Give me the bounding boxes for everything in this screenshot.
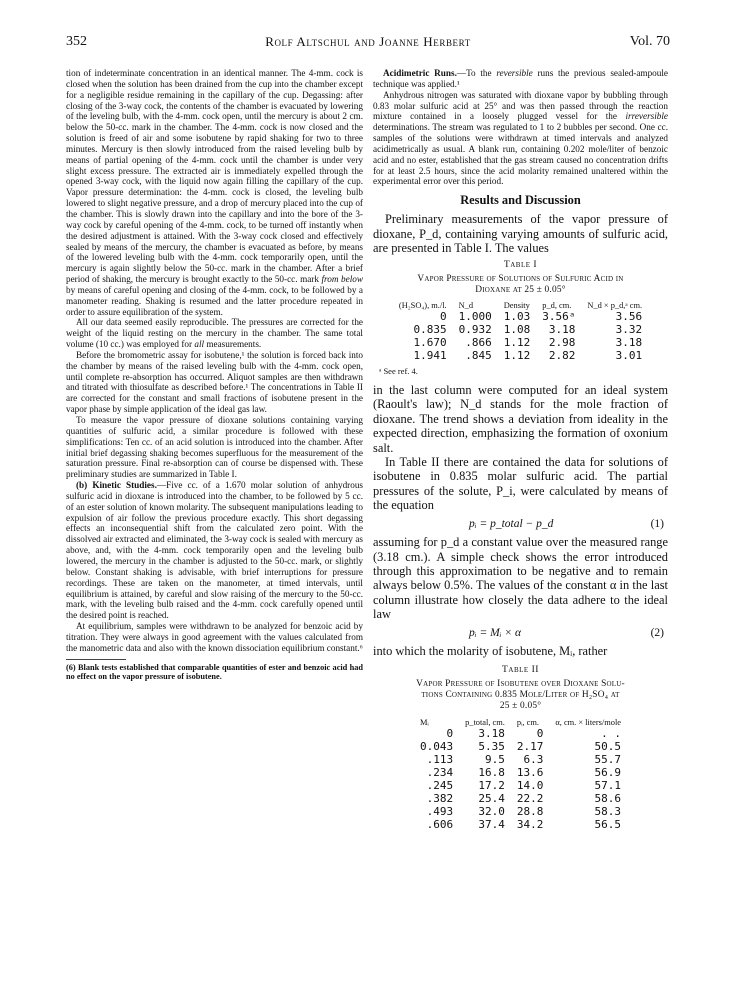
table2-cell: 56.5 bbox=[594, 818, 622, 832]
table2-cell: 32.0 bbox=[478, 805, 505, 819]
table2-label: Table II bbox=[502, 664, 539, 676]
page-number: 352 bbox=[66, 34, 87, 49]
table2-cell: 14.0 bbox=[516, 779, 544, 793]
table2-cell: 57.1 bbox=[594, 779, 622, 793]
left-paragraph-3: Before the bromometric assay for isobutene,¹ the solution is forced back into the chamber by means of the raised leveling bulb with the 4-mm. cock open, until complete re-absorption has occurred. Aliquot samples are then withdrawn and titrated with thiosulfate as described before.¹ The concentrations in Table II are corrected for the constant and small fractions of isobutene present in the vapor phase by simple application of the ideal gas law. bbox=[66, 349, 363, 415]
table2-title-line3: 25 ± 0.05° bbox=[499, 701, 542, 712]
table1-col-5: N_d × p_d,ᵃ cm. bbox=[587, 301, 643, 311]
table2-cell: 13.6 bbox=[516, 766, 544, 780]
table1-col-2: N_d bbox=[458, 301, 474, 311]
table2-cell: 16.8 bbox=[478, 766, 505, 780]
equation-2-number: (2) bbox=[650, 626, 664, 639]
table2-title-line1: Vapor Pressure of Isobutene over Dioxane Solu- bbox=[416, 679, 625, 690]
table1-title-line1: Vapor Pressure of Solutions of Sulfuric Acid in bbox=[417, 274, 624, 285]
table1 bbox=[393, 301, 648, 362]
table2-cell: 22.2 bbox=[516, 792, 544, 806]
table1-cell: 1.941 bbox=[413, 349, 447, 363]
table2-cell: 17.2 bbox=[478, 779, 505, 793]
footnote-6: (6) Blank tests established that comparable quantities of ester and benzoic acid had no effect on the vapor pressure of isobutene. bbox=[66, 662, 363, 682]
table-row bbox=[414, 779, 627, 792]
table1-header-row bbox=[393, 301, 648, 310]
table1-cell: 1.12 bbox=[503, 349, 531, 363]
table-row bbox=[393, 323, 648, 336]
table1-footnote: ᵃ See ref. 4. bbox=[379, 366, 418, 377]
right-p1-b: runs the previous sealed-ampoule technique was applied.¹ bbox=[373, 68, 668, 89]
equation-1-expr: pᵢ = p_total − p_d bbox=[469, 517, 554, 530]
results-paragraph-1: Preliminary measurements of the vapor pressure of dioxane, P_d, containing varying amounts of sulfuric acid, are presented in Table I. The values bbox=[373, 212, 668, 255]
table2-cell: 50.5 bbox=[594, 740, 622, 754]
table1-cell: 3.18 bbox=[548, 323, 576, 337]
table2-title-line2: tions Containing 0.835 Mole/Liter of H₂SO₄ at bbox=[421, 690, 620, 701]
table2 bbox=[414, 718, 627, 831]
equation-2-expr: pᵢ = Mᵢ × α bbox=[469, 626, 522, 639]
left-paragraph-2 bbox=[66, 317, 363, 350]
table2-col-2: p_total, cm. bbox=[465, 718, 505, 728]
table2-cell: . . bbox=[601, 727, 622, 741]
table-row bbox=[393, 310, 648, 323]
left-p1-text: tion of indeterminate concentration in an identical manner. The 4-mm. cock is closed when the solution has been drained from the cup into the chamber except for a negligible residue remaining in the capillary of the cup. Degassing: after closing of the 3-way cock, the contents of the chamber is evacuated by lowering of the leveling bulb, with the 4-mm. cock open, until the mercury is about 2 cm. below the 50-cc. mark in the chamber. The 4-mm. cock is now closed and the solution is freed of air and some isobutene by rapid shaking for two to three minutes. Mercury is then slowly introduced from the raised leveling bulb by means of partial opening of the 4-mm. cock until the chamber is under very slight excess pressure. The extracted air is immediately expelled through the opened 3-way cock, with the liquid now again filling the capillary of the cup. Vapor pressure determination: the 4-mm. cock is closed, the leveling bulb lowered to slight negative pressure, and a drop of mercury placed into the cup of the chamber. This is slowly drawn into the capillary and into the bore of the 3-way cock by careful opening of the 4-mm. cock, to be turned off instantly when the desired adjustment is attained. With the 3-way cock closed and effectively sealed by means of the mercury, the chamber is evacuated as before, by means of the lowered leveling bulb with the 4-mm. cock temporarily open, until the mercury is again slightly below the 50-cc. mark in the chamber. After a brief period of shaking, the mercury is brought exactly to the 50-cc. mark bbox=[66, 68, 363, 285]
table-row bbox=[414, 740, 627, 753]
table2-cell: 37.4 bbox=[478, 818, 505, 832]
table2-col-4: α, cm. × liters/mole bbox=[555, 718, 622, 728]
right-p1-italic: reversible bbox=[496, 68, 533, 78]
table1-cell: 1.000 bbox=[458, 310, 492, 324]
results-paragraph-4: assuming for p_d a constant value over the measured range (3.18 cm.). A simple check shows the error introduced through this approximation to be negative and to remain always below 0.5%. The values of the constant α in the last column illustrate how closely the data adhere to the ideal law bbox=[373, 535, 668, 622]
table1-cell: 3.56ᵃ bbox=[542, 310, 576, 324]
table1-cell: 0 bbox=[440, 310, 447, 324]
table2-cell: 58.6 bbox=[594, 792, 622, 806]
table1-cell: 2.82 bbox=[548, 349, 576, 363]
table-row bbox=[393, 336, 648, 349]
left-paragraph-4: To measure the vapor pressure of dioxane solutions containing varying quantities of sulfuric acid, a similar procedure is followed with these simplifications: Ten cc. of an acid solution is introduced into the chamber. After initial brief degassing shaking becomes superfluous for the measurement of the saturation pressure. Final re-absorption can of course be dispensed with. These preliminary studies are summarized in Table I. bbox=[66, 415, 363, 480]
results-paragraph-2: in the last column were computed for an ideal system (Raoult's law); N_d stands for the mole fraction of dioxane. The trend shows a deviation from ideality in the expected direction, emphasizing the formation of oxonium salt. bbox=[373, 383, 668, 455]
acidimetric-runs-heading: Acidimetric Runs. bbox=[383, 68, 457, 78]
table2-cell: 2.17 bbox=[516, 740, 544, 754]
table2-cell: 6.3 bbox=[523, 753, 544, 767]
running-title: Rolf Altschul and Joanne Herbert bbox=[265, 34, 471, 49]
table1-title-line2: Dioxane at 25 ± 0.05° bbox=[475, 285, 566, 296]
footnote-divider bbox=[66, 659, 126, 660]
table-row bbox=[414, 792, 627, 805]
results-paragraph-3: In Table II there are contained the data for solutions of isobutene in 0.835 molar sulfuric acid. The partial pressures of the solute, P_i, were calculated by means of the equation bbox=[373, 455, 668, 513]
results-text-2 bbox=[373, 383, 668, 658]
table2-cell: 58.3 bbox=[594, 805, 622, 819]
right-p2-italic: irreversible bbox=[625, 111, 668, 122]
table1-cell: 2.98 bbox=[548, 336, 576, 350]
table1-cell: .866 bbox=[465, 336, 492, 350]
table-row bbox=[414, 818, 627, 831]
table1-cell: 1.12 bbox=[503, 336, 531, 350]
left-paragraph-6: At equilibrium, samples were withdrawn to be analyzed for benzoic acid by titration. They were always in good agreement with the values calculated from the manometric data and also with the known dissociation equilibrium constant.⁶ bbox=[66, 621, 363, 653]
left-p2-italic: all bbox=[194, 339, 205, 350]
volume-label: Vol. 70 bbox=[629, 34, 670, 49]
right-p1-a: —To the bbox=[456, 68, 497, 78]
table1-cell: 1.670 bbox=[413, 336, 447, 350]
table1-label: Table I bbox=[503, 259, 538, 271]
equation-1 bbox=[373, 513, 668, 535]
section-heading: Results and Discussion bbox=[460, 193, 581, 208]
table2-cell: .245 bbox=[426, 779, 454, 793]
right-paragraph-2 bbox=[373, 90, 668, 188]
right-paragraph-1 bbox=[373, 68, 668, 90]
table1-cell: 1.08 bbox=[503, 323, 531, 337]
table2-cell: 28.8 bbox=[516, 805, 544, 819]
right-column bbox=[373, 68, 668, 831]
table2-cell: 3.18 bbox=[478, 727, 505, 741]
table2-cell: 5.35 bbox=[478, 740, 505, 754]
table1-cell: 3.18 bbox=[615, 336, 643, 350]
table2-cell: 55.7 bbox=[594, 753, 622, 767]
table-row bbox=[414, 766, 627, 779]
table2-header-row bbox=[414, 718, 627, 727]
table-row bbox=[414, 805, 627, 818]
left-paragraph-1 bbox=[66, 68, 363, 317]
table1-col-4: p_d, cm. bbox=[542, 301, 572, 311]
table-row bbox=[414, 753, 627, 766]
table1-col-1: (H₂SO₄), m./l. bbox=[398, 301, 447, 311]
left-p5-text: —Five cc. of a 1.670 molar solution of anhydrous sulfuric acid in dioxane is introduced into the chamber, to be followed by 5 cc. of an ester solution of known molarity. The subsequent manipulations leading to expulsion of air follow the previous procedure exactly. This short degassing effects an inconsequential shift from the calculated zero point. With the dissolved air extracted and eliminated, the 3-way cock is sealed with mercury as above, and, with the 4-mm. cock temporarily open and the leveling bulb lowered, the mercury in the chamber is adjusted to the 50-cc. mark, or slightly below. Constant shaking is advisable, with brief interruptions for pressure recordings. These are taken on the manometer, at timed intervals, until equilibrium is attained, by careful and slow raising of the mercury to the 50-cc. mark, with the leveling bulb raised and the 4-mm. cock carefully opened until the desired point is reached. bbox=[66, 480, 363, 621]
left-p2-b: measurements. bbox=[204, 339, 262, 350]
table2-cell: .493 bbox=[426, 805, 454, 819]
table1-cell: 3.01 bbox=[615, 349, 643, 363]
table1-cell: 0.932 bbox=[458, 323, 492, 337]
table2-cell: .606 bbox=[426, 818, 454, 832]
table1-cell: .845 bbox=[465, 349, 492, 363]
table1-cell: 0.835 bbox=[413, 323, 447, 337]
equation-1-number: (1) bbox=[650, 517, 664, 530]
table2-cell: 0 bbox=[536, 727, 544, 741]
kinetic-studies-heading: (b) Kinetic Studies. bbox=[76, 480, 157, 491]
left-p1-italic: from below bbox=[321, 274, 363, 285]
table2-cell: .113 bbox=[426, 753, 454, 767]
page-header bbox=[66, 34, 670, 54]
table2-cell: 0 bbox=[446, 727, 454, 741]
right-p2-a: Anhydrous nitrogen was saturated with dioxane vapor by bubbling through 0.83 molar sulfuric acid at 25° and was then passed through the reaction mixture contained in a loosely plugged vessel for the bbox=[373, 89, 668, 122]
table2-cell: .234 bbox=[426, 766, 454, 780]
table1-cell: 3.56 bbox=[615, 310, 643, 324]
results-text-1 bbox=[373, 212, 668, 255]
table2-cell: 0.043 bbox=[419, 740, 454, 754]
table2-col-3: pᵢ, cm. bbox=[516, 718, 539, 728]
table1-cell: 3.32 bbox=[615, 323, 643, 337]
table1-col-3: Density bbox=[503, 301, 530, 311]
table2-cell: 25.4 bbox=[478, 792, 505, 806]
table-row bbox=[393, 349, 648, 362]
table2-cell: 34.2 bbox=[516, 818, 544, 832]
equation-2 bbox=[373, 622, 668, 644]
table2-col-1: Mᵢ bbox=[419, 718, 429, 728]
table2-cell: 56.9 bbox=[594, 766, 622, 780]
left-paragraph-5 bbox=[66, 480, 363, 621]
right-p2-b: determinations. The stream was regulated to 1 to 2 bubbles per second. One cc. samples of the solutions were withdrawn at timed intervals and analyzed acidimetrically as usual. A blank run, containing 0.202 mole/liter of benzoic acid and no ester, established that the gas stream caused no concentration drifts for at least 2.5 hours, since the acid molarity remained unaltered within the experimental error over this period. bbox=[373, 122, 668, 187]
table1-cell: 1.03 bbox=[503, 310, 531, 324]
left-p1-end: by means of careful opening and closing of the 4-mm. cock, to be followed by a manometer reading. Shaking is resumed and the latter procedure repeated in order to assure equilibration of the system. bbox=[66, 284, 363, 317]
table2-cell: .382 bbox=[426, 792, 454, 806]
results-paragraph-5: into which the molarity of isobutene, Mᵢ, rather bbox=[373, 643, 608, 658]
left-p2-a: All our data seemed easily reproducible. The pressures are corrected for the weight of the liquid resting on the mercury in the chamber. The same total volume (10 cc.) was employed for bbox=[66, 317, 363, 350]
left-column bbox=[66, 68, 363, 682]
table2-cell: 9.5 bbox=[485, 753, 505, 767]
table-row bbox=[414, 727, 627, 740]
